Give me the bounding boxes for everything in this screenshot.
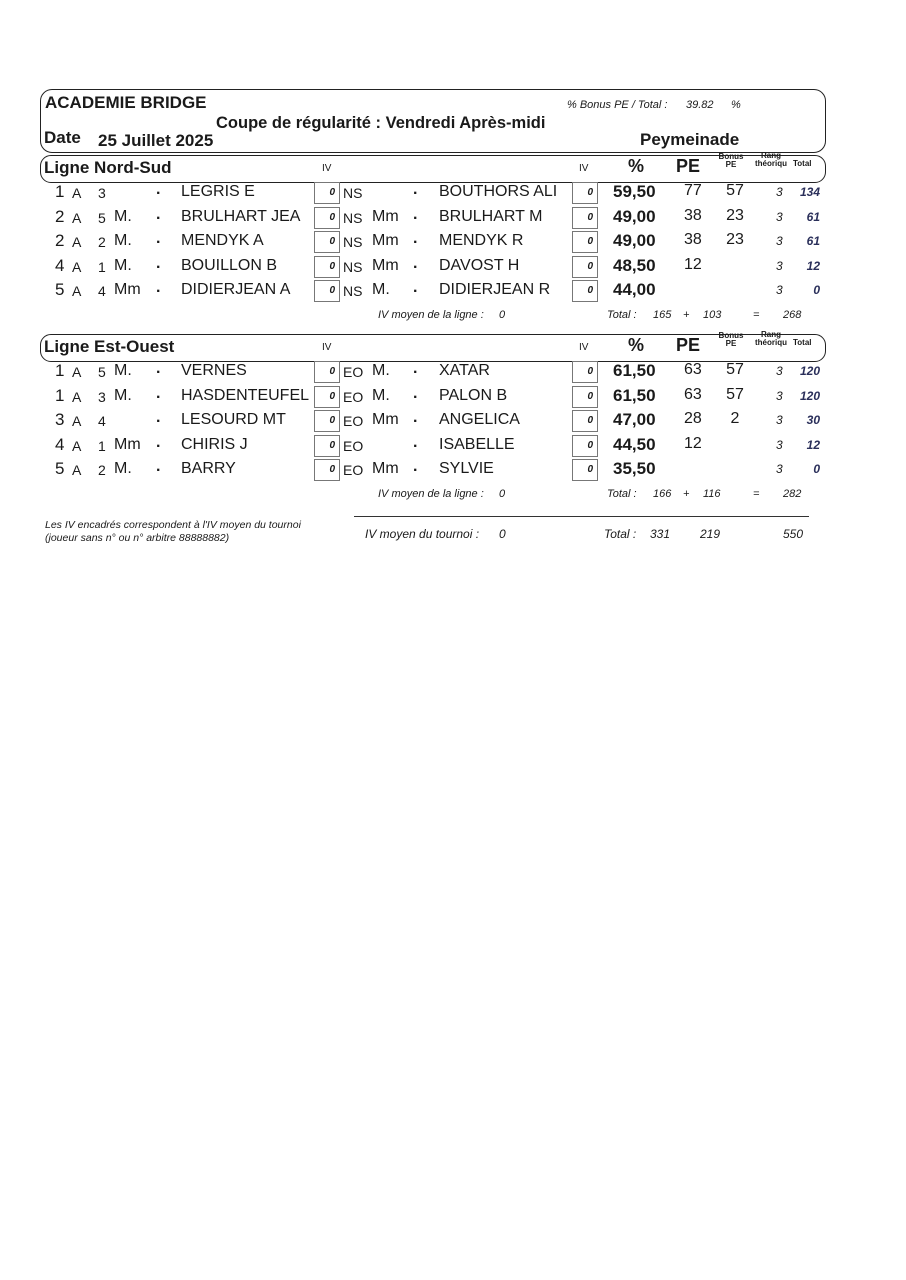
- group: A: [72, 413, 82, 429]
- bonus-value: 23: [726, 231, 744, 248]
- bonus-unit: %: [731, 99, 741, 111]
- table-number: 2: [98, 462, 106, 478]
- iv-box-2: 0: [572, 231, 598, 253]
- total-value: 134: [799, 185, 820, 199]
- pe-col-header: PE: [676, 335, 701, 355]
- rank: 3: [55, 410, 65, 429]
- rang-col-header-line2: théoriqu: [755, 159, 787, 168]
- iv-col-header-2: IV: [579, 342, 589, 353]
- iv-tournoi-label: IV moyen du tournoi :: [365, 527, 480, 541]
- rank: 5: [55, 459, 65, 478]
- table-row: [0, 181, 906, 205]
- plus-sign: +: [683, 487, 690, 500]
- separator-1: .: [156, 230, 161, 247]
- iv-col-header-2: IV: [579, 163, 589, 174]
- civility-2: Mm: [372, 460, 399, 477]
- bonus-col-header: [714, 332, 748, 348]
- bonus-col-header-line1: Bonus: [718, 331, 744, 340]
- iv-box-2: 0: [572, 410, 598, 432]
- civility-2: M.: [372, 362, 390, 379]
- rank: 5: [55, 280, 65, 299]
- iv-box-2: 0: [572, 256, 598, 278]
- player-2-name: ISABELLE: [439, 435, 515, 453]
- iv-box-1: 0: [314, 256, 340, 278]
- pe-value: 12: [684, 255, 702, 273]
- total-sum: 268: [783, 308, 802, 321]
- section-title: Ligne Nord-Sud: [44, 158, 172, 177]
- group: A: [72, 388, 82, 405]
- equals-sign: =: [753, 308, 760, 321]
- iv-box-2: 0: [572, 207, 598, 229]
- iv-box-1: 0: [314, 361, 340, 383]
- player-1-name: MENDYK A: [181, 232, 264, 249]
- iv-box-2: 0: [572, 459, 598, 481]
- separator-1: .: [156, 384, 161, 402]
- rank: 1: [55, 361, 65, 380]
- group: A: [72, 209, 82, 226]
- rang-value: 3: [776, 413, 783, 427]
- iv-box-2: 0: [572, 280, 598, 302]
- table-row: [0, 279, 906, 303]
- group: A: [72, 437, 82, 454]
- pe-value: 63: [684, 361, 702, 378]
- bonus-value: 23: [726, 206, 744, 224]
- percentage: 59,50: [613, 182, 656, 201]
- civility-2: Mm: [372, 232, 399, 249]
- total-label: Total :: [607, 308, 637, 321]
- percentage: 61,50: [613, 361, 656, 380]
- civility-1: Mm: [114, 281, 141, 298]
- iv-box-1: 0: [314, 280, 340, 302]
- section-title: Ligne Est-Ouest: [44, 337, 175, 356]
- footer-divider: [354, 516, 809, 517]
- footer-total-pe: 331: [650, 527, 671, 541]
- rank: 2: [55, 206, 65, 226]
- player-2-name: DAVOST H: [439, 256, 520, 274]
- rank: 1: [55, 385, 65, 405]
- separator-2: .: [413, 409, 418, 426]
- rang-col-header-line1: Rang: [761, 151, 781, 160]
- separator-2: .: [413, 181, 418, 198]
- percentage: 48,50: [613, 255, 656, 275]
- separator-2: .: [413, 384, 418, 402]
- pe-value: 63: [684, 385, 702, 403]
- iv-col-header-1: IV: [322, 342, 332, 353]
- table-number: 4: [98, 283, 106, 299]
- player-2-name: MENDYK R: [439, 232, 524, 249]
- direction: NS: [343, 234, 363, 250]
- player-1-name: HASDENTEUFEL: [181, 386, 310, 404]
- rang-col-header-line2: théoriqu: [755, 338, 787, 347]
- table-number: 3: [98, 185, 106, 201]
- civility-2: M.: [372, 386, 390, 404]
- total-value: 61: [806, 209, 820, 224]
- separator-1: .: [156, 433, 161, 451]
- separator-1: .: [156, 181, 161, 198]
- pe-value: 38: [684, 231, 702, 248]
- direction: NS: [343, 258, 363, 275]
- direction: EO: [343, 437, 364, 454]
- pe-value: 77: [684, 182, 702, 199]
- iv-box-1: 0: [314, 459, 340, 481]
- direction: EO: [343, 388, 364, 405]
- percentage: 49,00: [613, 206, 656, 226]
- civility-2: M.: [372, 281, 390, 298]
- civility-1: M.: [114, 256, 132, 274]
- rank: 4: [55, 255, 65, 275]
- civility-1: M.: [114, 362, 132, 379]
- rang-col-header: [750, 152, 792, 168]
- player-2-name: BRULHART M: [439, 207, 543, 225]
- pe-value: 38: [684, 206, 702, 224]
- date-value: 25 Juillet 2025: [98, 131, 214, 150]
- table-row: [0, 206, 906, 230]
- total-col-header: Total: [793, 338, 812, 347]
- rang-col-header-line1: Rang: [761, 330, 781, 339]
- total-value: 120: [799, 388, 820, 403]
- pe-value: 12: [684, 434, 702, 452]
- iv-box-2: 0: [572, 361, 598, 383]
- separator-1: .: [156, 360, 161, 377]
- rang-col-header: [750, 331, 792, 347]
- civility-2: Mm: [372, 207, 399, 225]
- footer-total-bonus: 219: [700, 527, 721, 541]
- rang-value: 3: [776, 209, 783, 224]
- percentage: 47,00: [613, 410, 656, 429]
- bonus-col-header: [714, 153, 748, 169]
- date-label: Date: [44, 128, 81, 147]
- iv-box-1: 0: [314, 435, 340, 457]
- footer-total-sum: 550: [783, 527, 804, 541]
- iv-box-2: 0: [572, 386, 598, 408]
- rank: 2: [55, 231, 65, 250]
- total-bonus: 103: [703, 308, 722, 321]
- group: A: [72, 462, 82, 478]
- rang-value: 3: [776, 388, 783, 403]
- bonus-col-header-line1: Bonus: [718, 152, 744, 161]
- club-name: ACADEMIE BRIDGE: [45, 93, 207, 112]
- civility-1: M.: [114, 386, 132, 404]
- player-1-name: BRULHART JEA: [181, 207, 301, 225]
- table-row: [0, 230, 906, 254]
- civility-2: Mm: [372, 256, 399, 274]
- pe-value: 28: [684, 410, 702, 427]
- separator-1: .: [156, 205, 161, 223]
- player-2-name: PALON B: [439, 386, 508, 404]
- direction: EO: [343, 364, 364, 380]
- rang-value: 3: [776, 234, 783, 248]
- bonus-value: 57: [726, 361, 744, 378]
- rank: 4: [55, 434, 65, 454]
- group: A: [72, 234, 82, 250]
- percentage: 35,50: [613, 459, 656, 478]
- total-value: 120: [799, 364, 820, 378]
- total-value: 12: [806, 258, 820, 273]
- event-title: Coupe de régularité : Vendredi Après-midi: [216, 114, 546, 132]
- separator-2: .: [413, 433, 418, 451]
- total-pe: 165: [653, 308, 672, 321]
- table-number: 4: [98, 413, 106, 429]
- bonus-col-header-line2: PE: [725, 339, 737, 348]
- separator-2: .: [413, 205, 418, 223]
- player-1-name: LESOURD MT: [181, 411, 286, 428]
- table-row: [0, 360, 906, 384]
- table-row: [0, 385, 906, 409]
- rang-value: 3: [776, 462, 783, 476]
- iv-box-1: 0: [314, 410, 340, 432]
- group: A: [72, 283, 82, 299]
- separator-2: .: [413, 230, 418, 247]
- direction: EO: [343, 413, 364, 429]
- civility-1: M.: [114, 460, 132, 477]
- player-2-name: DIDIERJEAN R: [439, 281, 551, 298]
- rang-value: 3: [776, 185, 783, 199]
- pe-col-header: PE: [676, 156, 701, 176]
- iv-box-1: 0: [314, 207, 340, 229]
- total-value: 12: [806, 437, 820, 452]
- iv-moyen-label: IV moyen de la ligne :: [378, 308, 484, 321]
- separator-2: .: [413, 279, 418, 296]
- iv-moyen-value: 0: [499, 308, 506, 321]
- total-bonus: 116: [703, 487, 721, 500]
- direction: NS: [343, 209, 363, 226]
- table-row: [0, 255, 906, 279]
- percentage: 44,00: [613, 280, 656, 299]
- separator-2: .: [413, 458, 418, 475]
- civility-1: M.: [114, 232, 132, 249]
- table-number: 3: [98, 388, 106, 405]
- player-2-name: ANGELICA: [439, 411, 520, 428]
- iv-box-2: 0: [572, 435, 598, 457]
- civility-2: Mm: [372, 411, 399, 428]
- direction: NS: [343, 283, 363, 299]
- iv-box-2: 0: [572, 182, 598, 204]
- table-row: [0, 409, 906, 433]
- bonus-value: 57: [726, 385, 744, 403]
- table-number: 1: [98, 437, 106, 454]
- pct-col-header: %: [628, 156, 645, 176]
- player-1-name: CHIRIS J: [181, 435, 248, 453]
- rang-value: 3: [776, 258, 783, 273]
- iv-box-1: 0: [314, 231, 340, 253]
- player-2-name: BOUTHORS ALI: [439, 183, 558, 200]
- footer-note: Les IV encadrés correspondent à l'IV moyen du tournoi (joueur sans n° ou n° arbitre 88888882): [45, 519, 301, 544]
- table-number: 1: [98, 258, 106, 275]
- equals-sign: =: [753, 487, 760, 500]
- total-value: 30: [806, 413, 820, 427]
- group: A: [72, 258, 82, 275]
- table-number: 5: [98, 364, 106, 380]
- iv-col-header-1: IV: [322, 163, 332, 174]
- total-pe: 166: [653, 487, 672, 500]
- table-row: [0, 458, 906, 482]
- group: A: [72, 185, 82, 201]
- group: A: [72, 364, 82, 380]
- iv-box-1: 0: [314, 386, 340, 408]
- plus-sign: +: [683, 308, 690, 321]
- separator-1: .: [156, 279, 161, 296]
- total-value: 61: [806, 234, 820, 248]
- rang-value: 3: [776, 283, 783, 297]
- player-1-name: BOUILLON B: [181, 256, 278, 274]
- separator-2: .: [413, 360, 418, 377]
- percentage: 49,00: [613, 231, 656, 250]
- rank: 1: [55, 182, 65, 201]
- rang-value: 3: [776, 437, 783, 452]
- player-2-name: XATAR: [439, 362, 490, 379]
- footer-total-label: Total :: [604, 527, 637, 541]
- table-row: [0, 434, 906, 458]
- bonus-label: % Bonus PE / Total :: [567, 99, 668, 111]
- iv-box-1: 0: [314, 182, 340, 204]
- percentage: 61,50: [613, 385, 656, 405]
- player-1-name: LEGRIS E: [181, 183, 255, 200]
- player-2-name: SYLVIE: [439, 460, 494, 477]
- percentage: 44,50: [613, 434, 656, 454]
- bonus-value: 57: [726, 182, 744, 199]
- pct-col-header: %: [628, 335, 645, 355]
- direction: EO: [343, 462, 364, 478]
- player-1-name: VERNES: [181, 362, 247, 379]
- table-number: 5: [98, 209, 106, 226]
- total-value: 0: [813, 283, 820, 297]
- player-1-name: DIDIERJEAN A: [181, 281, 291, 298]
- separator-2: .: [413, 254, 418, 272]
- total-sum: 282: [783, 487, 802, 500]
- iv-moyen-label: IV moyen de la ligne :: [378, 487, 484, 500]
- direction: NS: [343, 185, 363, 201]
- table-number: 2: [98, 234, 106, 250]
- separator-1: .: [156, 409, 161, 426]
- total-label: Total :: [607, 487, 637, 500]
- civility-1: M.: [114, 207, 132, 225]
- location: Peymeinade: [640, 130, 740, 149]
- separator-1: .: [156, 458, 161, 475]
- separator-1: .: [156, 254, 161, 272]
- bonus-value: 39.82: [686, 99, 714, 111]
- player-1-name: BARRY: [181, 460, 236, 477]
- bonus-col-header-line2: PE: [725, 160, 737, 169]
- civility-1: Mm: [114, 435, 141, 453]
- rang-value: 3: [776, 364, 783, 378]
- iv-moyen-value: 0: [499, 487, 506, 500]
- bonus-value: 2: [730, 410, 740, 427]
- iv-tournoi-value: 0: [499, 527, 506, 541]
- total-col-header: Total: [793, 159, 812, 168]
- total-value: 0: [813, 462, 820, 476]
